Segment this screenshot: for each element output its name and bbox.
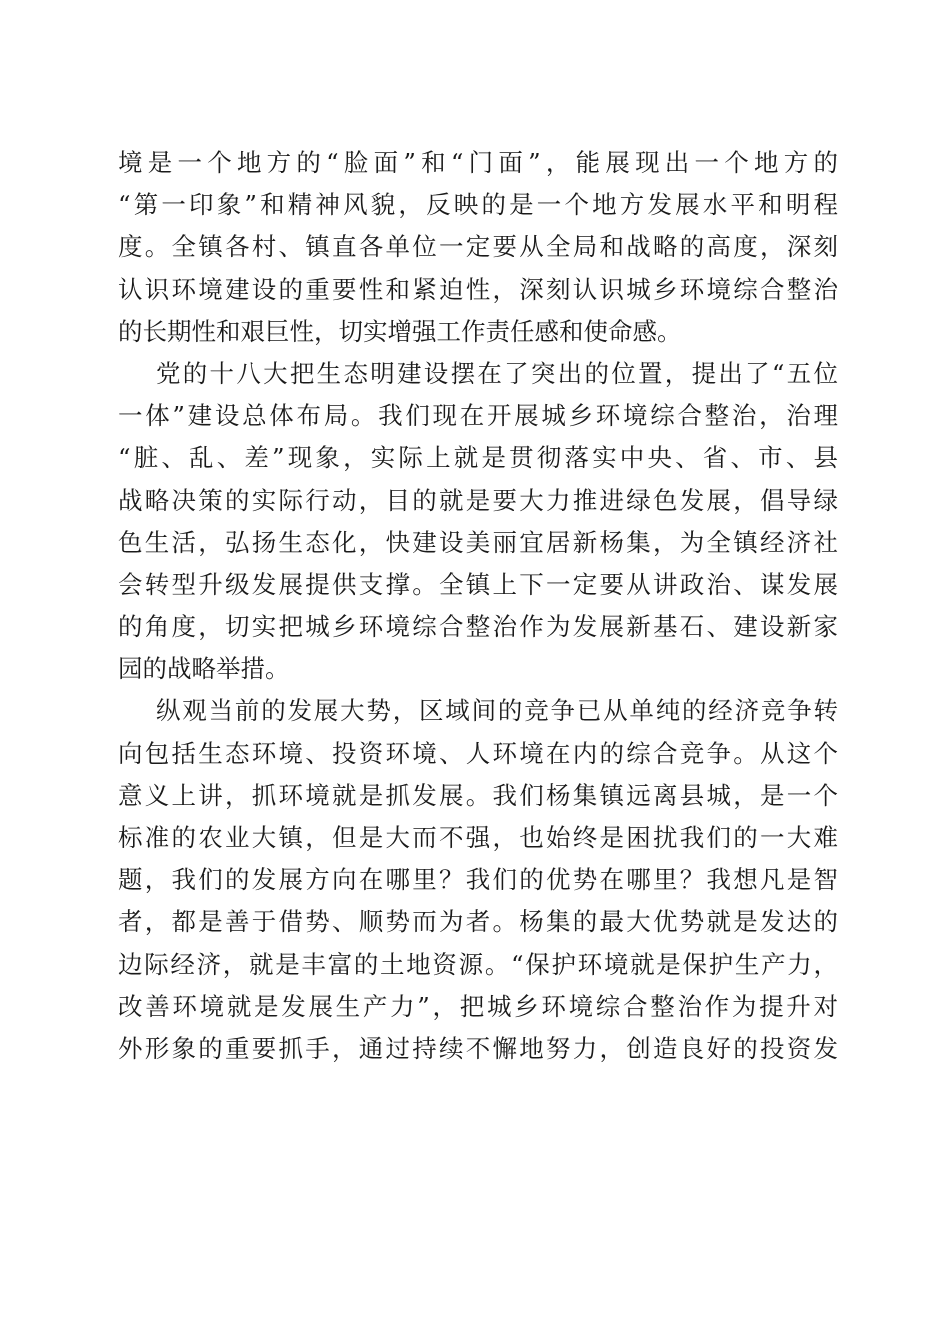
text-line: 境是一个地方的“脸面”和“门面”，能展现出一个地方的 bbox=[118, 148, 838, 177]
text-line: 意义上讲，抓环境就是抓发展。我们杨集镇远离县城，是一个 bbox=[118, 780, 838, 810]
paragraph-1 bbox=[118, 142, 838, 353]
text-line: 会转型升级发展提供支撑。全镇上下一定要从讲政治、谋发展 bbox=[118, 569, 838, 599]
paragraph-3 bbox=[118, 690, 838, 1070]
text-line: “脏、乱、差”现象，实际上就是贯彻落实中央、省、市、县 bbox=[118, 443, 838, 473]
text-line: 的长期性和艰巨性，切实增强工作责任感和使命感。 bbox=[118, 316, 682, 346]
text-line: 认识环境建设的重要性和紧迫性，深刻认识城乡环境综合整治 bbox=[118, 274, 838, 304]
text-line: 题，我们的发展方向在哪里？我们的优势在哪里？我想凡是智 bbox=[118, 865, 838, 895]
text-line: 改善环境就是发展生产力”，把城乡环境综合整治作为提升对 bbox=[118, 991, 838, 1021]
body-text bbox=[118, 142, 838, 1070]
paragraph-2 bbox=[118, 353, 838, 691]
text-line: 园的战略举措。 bbox=[118, 654, 290, 684]
text-line: 纵观当前的发展大势，区域间的竞争已从单纯的经济竞争转 bbox=[156, 696, 838, 726]
text-line: 一体”建设总体布局。我们现在开展城乡环境综合整治，治理 bbox=[118, 401, 838, 431]
text-line: 边际经济，就是丰富的土地资源。“保护环境就是保护生产力， bbox=[118, 949, 838, 979]
text-line: “第一印象”和精神风貌，反映的是一个地方发展水平和明程 bbox=[118, 190, 838, 220]
text-line: 向包括生态环境、投资环境、人环境在内的综合竞争。从这个 bbox=[118, 738, 838, 768]
text-line: 外形象的重要抓手，通过持续不懈地努力，创造良好的投资发 bbox=[118, 1033, 838, 1063]
text-line: 战略决策的实际行动，目的就是要大力推进绿色发展，倡导绿 bbox=[118, 485, 838, 515]
text-line: 者，都是善于借势、顺势而为者。杨集的最大优势就是发达的 bbox=[118, 907, 838, 937]
text-line: 度。全镇各村、镇直各单位一定要从全局和战略的高度，深刻 bbox=[118, 232, 838, 262]
text-line: 标准的农业大镇，但是大而不强，也始终是困扰我们的一大难 bbox=[118, 823, 838, 852]
text-line: 党的十八大把生态明建设摆在了突出的位置，提出了“五位 bbox=[156, 358, 838, 388]
text-line: 的角度，切实把城乡环境综合整治作为发展新基石、建设新家 bbox=[118, 612, 838, 642]
text-line: 色生活，弘扬生态化，快建设美丽宜居新杨集，为全镇经济社 bbox=[118, 527, 838, 557]
